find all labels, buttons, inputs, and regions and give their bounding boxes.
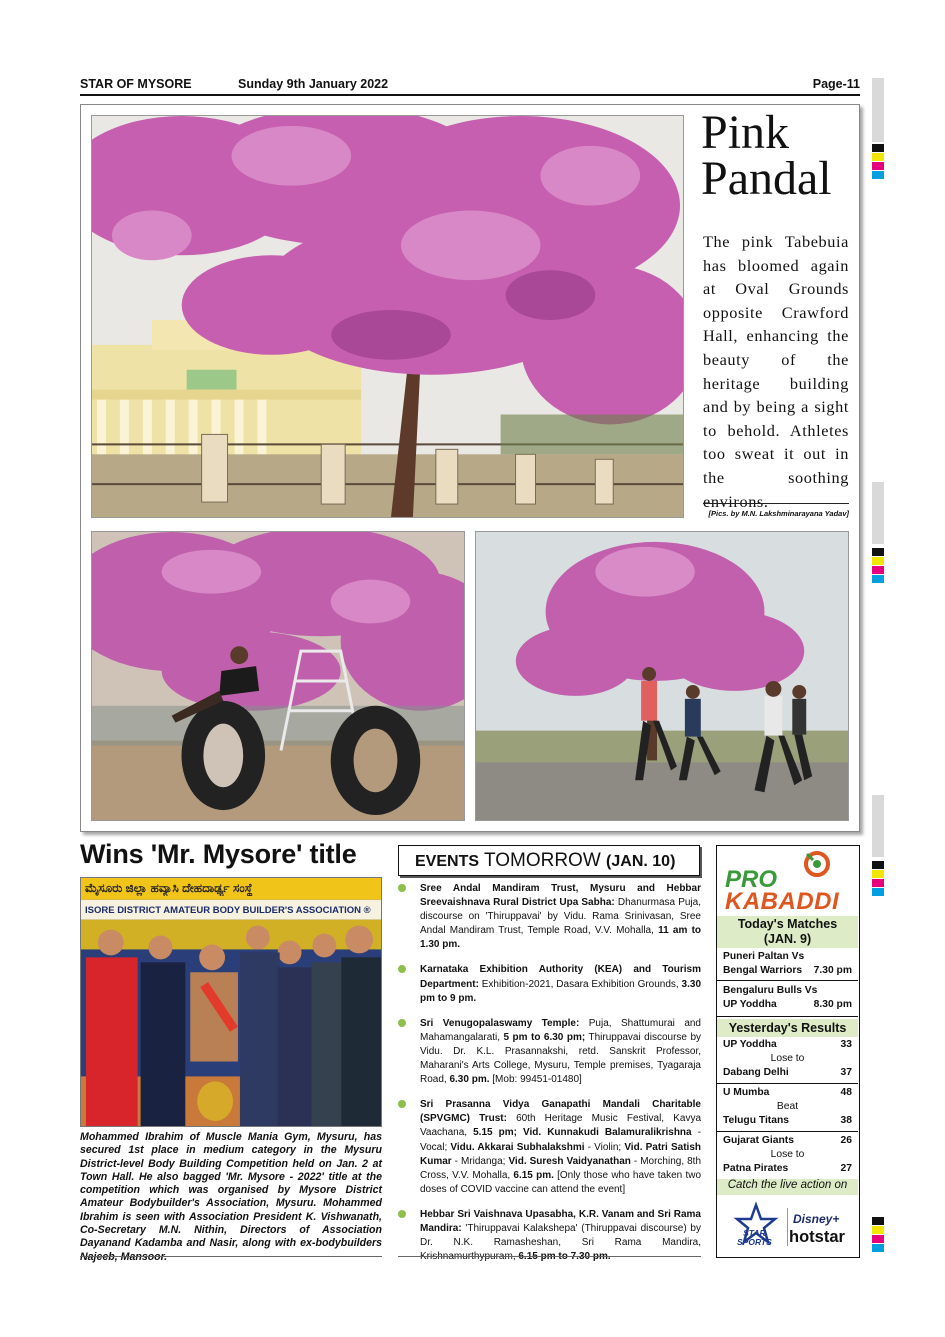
photo-credit: [Pics. by M.N. Lakshminarayana Yadav] (708, 509, 849, 518)
result-row: UP Yoddha 33 Lose to Dabang Delhi 37 (723, 1039, 852, 1078)
match-row: Puneri Paltan Vs Bengal Warriors 7.30 pm (723, 951, 852, 976)
pro-kabaddi-logo (721, 850, 857, 915)
events-tomorrow: TOMORROW (483, 850, 601, 871)
mr-mysore-headline: Wins 'Mr. Mysore' title (80, 839, 357, 869)
live-action-banner: Catch the live action on (717, 1179, 858, 1195)
feature-title-line1: Pink (701, 106, 790, 159)
issue-date: Sunday 9th January 2022 (238, 77, 389, 91)
result-row: U Mumba 48 Beat Telugu Titans 38 (723, 1087, 852, 1126)
registration-marks-lower (872, 795, 884, 905)
result-row: Gujarat Giants 26 Lose to Patna Pirates 27 (723, 1135, 852, 1174)
match-row: Bengaluru Bulls Vs UP Yoddha 8.30 pm (723, 985, 852, 1010)
todays-matches-heading: Today's Matches (JAN. 9) (717, 916, 858, 948)
star-sports-label: STAR SPORTS (737, 1228, 772, 1247)
registration-marks-bottom (872, 1217, 884, 1257)
feature-body: The pink Tabebuia has bloomed again at Oval Grounds opposite Crawford Hall, enhancing the beauty of the heritage building and by being a sight to behold. Athletes too sweat it out in the soothing environs. (703, 232, 849, 511)
page-number: Page-11 (812, 77, 860, 91)
pink-pandal-feature (80, 104, 860, 832)
tyre-training-photo (91, 531, 465, 821)
story-bottom-rule (80, 1256, 382, 1257)
event-item: Karnataka Exhibition Authority (KEA) and Tourism Department: Exhibition-2021, Dasara Exhibition Grounds, 3.30 pm to 9 pm. (398, 963, 701, 1005)
bullet-icon (398, 1100, 406, 1108)
mr-mysore-caption: Mohammed Ibrahim of Muscle Mania Gym, Mysuru, has secured 1st place in medium category in the Mysuru District-level Body Building Competition held on Jan. 2 at Town Hall. He also bagged 'Mr. Mysore - 2022' title at the competition which was organised by Mysore District Amateur Bodybuilder's Association, Mysuru. Mohammed Ibrahim is seen with Association President K. Vishwanath, Co-Secretary M.N. Nithin, Directors of Association Dayanand Kadamba and Nasir, along with ex-bodybuilders Najeeb, Mansoor. (80, 1131, 382, 1263)
feature-title-line2: Pandal (701, 152, 832, 205)
yesterdays-results-heading: Yesterday's Results (717, 1019, 858, 1037)
bullet-icon (398, 884, 406, 892)
pro-kabaddi-box (716, 845, 860, 1258)
registration-marks-top (872, 78, 884, 188)
hotstar-label: hotstar (789, 1228, 845, 1246)
logo-pro: PRO (725, 866, 778, 893)
events-header (398, 845, 700, 876)
bullet-icon (398, 1210, 406, 1218)
credit-divider (703, 503, 849, 504)
events-list (398, 882, 701, 1275)
feature-title (701, 106, 856, 205)
event-item: Sri Prasanna Vidya Ganapathi Mandali Charitable (SPVGMC) Trust: 60th Heritage Music Festival, Kavya Vaachana, 5.15 pm; Vid. Kunnakudi Balamuralikrishna - Vocal; Vidu. Akkarai Subhalakshmi - Violin; Vid. Patri Satish Kumar - Mridanga; Vid. Suresh Vaidyanathan - Morching, 8th Cross, V.V. Mohalla, 6.15 pm. [Only those who have taken two doses of COVID vaccine can attend the event] (398, 1098, 701, 1197)
association-banner: ಮೈಸೂರು ಜಿಲ್ಲಾ ಹವ್ಯಾಸಿ ದೇಹದಾರ್ಢ್ಯ ಸಂಸ್ಥೆ (85, 881, 253, 895)
events-bottom-rule (398, 1256, 701, 1257)
registration-marks-mid (872, 482, 884, 590)
disney-plus-label: Disney+ (793, 1212, 840, 1226)
logo-kabaddi: KABADDI (725, 888, 840, 915)
association-banner-en: ISORE DISTRICT AMATEUR BODY BUILDER'S ASSOCIATION ® (85, 905, 371, 916)
bodybuilder-group-photo (80, 877, 382, 1127)
bullet-icon (398, 965, 406, 973)
paper-name: STAR OF MYSORE (80, 77, 192, 91)
masthead (80, 76, 860, 96)
crawford-hall-photo (91, 115, 684, 518)
events-label: EVENTS (415, 853, 480, 870)
event-item: Sree Andal Mandiram Trust, Mysuru and Hebbar Sreevaishnava Rural District Upa Sabha: Dhanurmasa Puja, discourse on 'Thiruppavai' by Vidu. Rama Srinivasan, Sree Andal Mandiram Trust, Temple Road, V.V. Mohalla, 11 am to 1.30 pm. (398, 882, 701, 952)
events-date: (JAN. 10) (606, 853, 676, 870)
athletes-running-photo (475, 531, 849, 821)
event-item: Hebbar Sri Vaishnava Upasabha, K.R. Vanam and Sri Rama Mandira: 'Thiruppavai Kalakshepa' (Thiruppavai discourse) by Dr. N.K. Ramasheshan, Sri Rama Mandira, Krishnamurthypuram, 6.15 pm to 7.30 pm. (398, 1208, 701, 1264)
event-item: Sri Venugopalaswamy Temple: Puja, Shattumurai and Mahamangalarati, 5 pm to 6.30 pm; Thiruppavai discourse by Vidu. Dr. K.L. Prasannakshi, retd. Sanskrit Professor, Maharani's Arts College, Mysuru, Temple premises, Tyagaraja Road, 6.30 pm. [Mob: 99451-01480] (398, 1017, 701, 1087)
kabaddi-emblem-icon (799, 850, 835, 878)
bullet-icon (398, 1019, 406, 1027)
